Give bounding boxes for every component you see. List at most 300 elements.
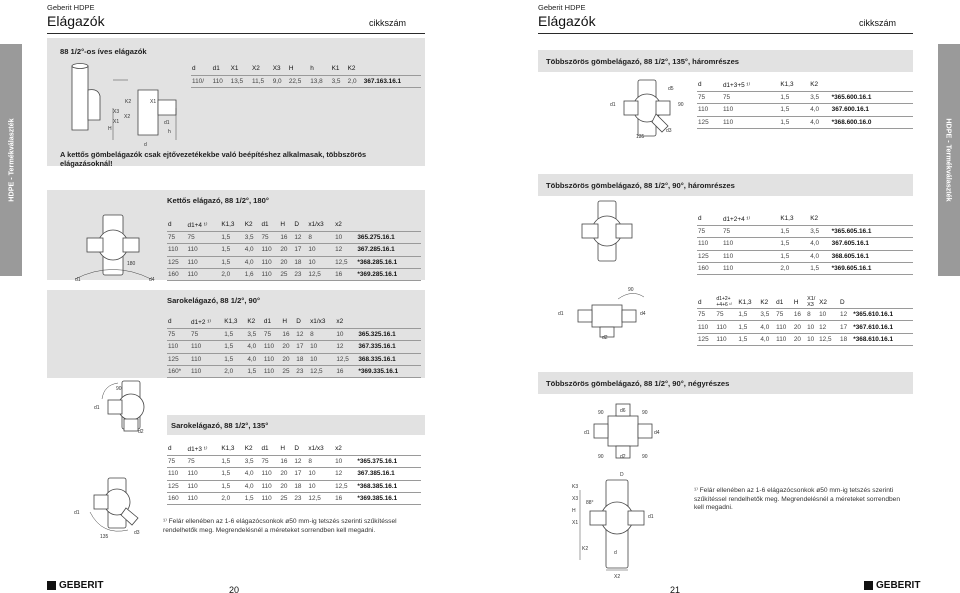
td: 1,5 [779, 104, 809, 116]
svg-text:d1: d1 [164, 120, 170, 126]
svg-text:K2: K2 [125, 99, 132, 105]
td: 17 [293, 468, 307, 480]
th: K1 [331, 63, 347, 75]
td: 10 [309, 353, 335, 365]
td: 1,5 [779, 116, 809, 128]
figure-label: X3 [572, 496, 579, 502]
td: 110 [167, 341, 190, 353]
table-row [697, 321, 913, 333]
th [831, 213, 913, 225]
installation-note: A kettős gömbelágazók csak ejtővezetékekbe való beépítéshez alkalmasak, többszörös elágazásoknál! [60, 150, 367, 168]
td: 12,5 [307, 493, 334, 505]
table-row [697, 263, 913, 275]
td: 18 [293, 480, 307, 492]
td: 160 [167, 493, 187, 505]
table-row [697, 91, 913, 103]
td: 3,5 [244, 455, 261, 467]
section-title: Többszörös gömbelágazó, 88 1/2°, 135°, háromrészes [546, 57, 740, 66]
th: d [697, 213, 722, 225]
td: 2,0 [347, 75, 363, 87]
figure-label: d1 [75, 277, 81, 283]
figure-label: d4 [149, 277, 155, 283]
article-code: 368.605.16.1 [831, 250, 913, 262]
figure-label: 90 [678, 102, 684, 108]
td: 160* [167, 366, 190, 378]
geberit-logo [47, 580, 103, 591]
td: 18 [293, 256, 307, 268]
article-code: 367.163.16.1 [363, 75, 421, 87]
td: 10 [307, 244, 334, 256]
td: 110/ [191, 75, 212, 87]
td: 110 [263, 341, 282, 353]
td: 13,8 [309, 75, 330, 87]
td: 12,5 [335, 353, 357, 365]
td: 20 [279, 468, 293, 480]
side-tab: HDPE - Termékválaszték [0, 44, 22, 276]
right-page [480, 0, 960, 593]
td: 16 [334, 493, 356, 505]
table-row [167, 468, 421, 480]
th: d [167, 443, 187, 455]
figure-label: d4 [654, 430, 660, 436]
article-code: 367.600.16.1 [831, 104, 913, 116]
td: 16 [335, 366, 357, 378]
td: 4,0 [244, 468, 261, 480]
th [356, 443, 421, 455]
figure-label: d6 [620, 408, 626, 414]
th: X3 [272, 63, 288, 75]
td: 25 [279, 269, 293, 281]
td: 110 [261, 468, 280, 480]
td: 3,5 [809, 225, 830, 237]
table-corner-90 [167, 316, 421, 378]
th: D [839, 296, 852, 309]
td: 1,5 [244, 493, 261, 505]
td: 3,5 [246, 328, 263, 340]
td: 125 [167, 480, 187, 492]
td: 10 [307, 468, 334, 480]
article-code: 367.385.16.1 [356, 468, 421, 480]
td: 110 [167, 244, 187, 256]
figure-label: d1 [610, 102, 616, 108]
td: 8 [307, 231, 334, 243]
td: 75 [187, 231, 221, 243]
td: 12 [293, 455, 307, 467]
td: 17 [293, 244, 307, 256]
td: 110 [697, 104, 722, 116]
table-header-row [191, 63, 421, 75]
header-brand: Geberit HDPE [47, 3, 95, 12]
figure-label: d1 [94, 405, 100, 411]
td: 8 [307, 455, 334, 467]
corner-90-drawing [90, 375, 165, 435]
th [356, 219, 421, 231]
td: 2,0 [220, 269, 243, 281]
th: d1+3+5 ¹⁾ [722, 79, 779, 91]
td: 20 [281, 353, 295, 365]
td: 20 [279, 256, 293, 268]
td: 110 [187, 269, 221, 281]
td: 110 [261, 256, 280, 268]
td: 1,5 [220, 455, 243, 467]
td: 110 [261, 244, 280, 256]
th: K1,3 [220, 219, 243, 231]
table-header-row [697, 296, 913, 309]
article-code: 367.285.16.1 [356, 244, 421, 256]
section-title: Többszörös gömbelágazó, 88 1/2°, 90°, háromrészes [546, 181, 735, 190]
table-row [167, 366, 421, 378]
td: 16 [793, 309, 806, 321]
table-row [167, 341, 421, 353]
th [831, 79, 913, 91]
th: d [191, 63, 212, 75]
td: 110 [187, 468, 221, 480]
section-title: Kettős elágazó, 88 1/2°, 180° [167, 196, 269, 205]
td: 160 [697, 263, 722, 275]
table-row [167, 353, 421, 365]
curved-branch-drawing [58, 60, 193, 155]
th: K2 [347, 63, 363, 75]
geberit-logo [864, 580, 920, 591]
th: H [793, 296, 806, 309]
td: 17 [839, 321, 852, 333]
article-code: *368.285.16.1 [356, 256, 421, 268]
td: 75 [697, 225, 722, 237]
td: 4,0 [246, 341, 263, 353]
th: D [295, 316, 309, 328]
td: 1,5 [779, 91, 809, 103]
td: 12 [295, 328, 309, 340]
td: 12 [335, 341, 357, 353]
table-row [697, 116, 913, 128]
td: 16 [281, 328, 295, 340]
td: 110 [715, 333, 737, 345]
figure-label: 90 [116, 386, 122, 392]
td: 1,6 [244, 269, 261, 281]
td: 12 [334, 468, 356, 480]
td: 10 [806, 333, 818, 345]
td: 75 [697, 91, 722, 103]
svg-text:h: h [168, 129, 171, 135]
th: H [279, 219, 293, 231]
th: d [167, 219, 187, 231]
td: 4,0 [809, 104, 830, 116]
header-brand: Geberit HDPE [538, 3, 586, 12]
td: 160 [167, 269, 187, 281]
td: 125 [167, 256, 187, 268]
th: H [288, 63, 309, 75]
td: 12,5 [309, 366, 335, 378]
td: 10 [334, 455, 356, 467]
table-row [167, 269, 421, 281]
corner-135-drawing [72, 470, 162, 542]
figure-label: d1 [584, 430, 590, 436]
td: 1,5 [223, 341, 246, 353]
footnote: ¹⁾ Felár ellenében az 1-6 elágazócsonkok ø50 mm-ig tetszés szerinti szűkítéssel rendelhetők meg. Megrendelésnél a méreteket sorrendben kell megadni. [694, 487, 900, 512]
td: 75 [722, 225, 779, 237]
td: 110 [261, 480, 280, 492]
article-code: *365.610.16.1 [852, 309, 913, 321]
td: 75 [187, 455, 221, 467]
th: K2 [244, 219, 261, 231]
th: d1+2 ¹⁾ [190, 316, 223, 328]
td: 3,5 [809, 91, 830, 103]
th: d [697, 79, 722, 91]
th [363, 63, 421, 75]
td: 125 [167, 353, 190, 365]
td: 10 [307, 480, 334, 492]
td: 110 [187, 493, 221, 505]
td: 23 [293, 493, 307, 505]
table-row [167, 480, 421, 492]
th [357, 316, 421, 328]
table-row [167, 256, 421, 268]
th: D [293, 219, 307, 231]
td: 110 [715, 321, 737, 333]
figure-label: d2 [602, 335, 608, 341]
article-code: *369.385.16.1 [356, 493, 421, 505]
td: 20 [281, 341, 295, 353]
header-cikkszam: cikkszám [859, 18, 897, 28]
th: d1 [261, 219, 280, 231]
td: 1,5 [220, 231, 243, 243]
td: 25 [281, 366, 295, 378]
figure-label: d1 [558, 311, 564, 317]
td: 3,5 [331, 75, 347, 87]
article-code: 367.605.16.1 [831, 238, 913, 250]
th: x2 [334, 443, 356, 455]
th: d1 [263, 316, 282, 328]
th: x1/x3 [307, 219, 334, 231]
td: 23 [295, 366, 309, 378]
table-row [191, 75, 421, 87]
td: 20 [279, 244, 293, 256]
td: 75 [697, 309, 715, 321]
td: 4,0 [759, 321, 775, 333]
td: 2,0 [779, 263, 809, 275]
td: 4,0 [809, 238, 830, 250]
th: X1/ X3 [806, 296, 818, 309]
svg-text:X3: X3 [113, 109, 120, 115]
td: 75 [190, 328, 223, 340]
td: 110 [190, 366, 223, 378]
td: 110 [722, 238, 779, 250]
th: d1+3 ¹⁾ [187, 443, 221, 455]
figure-label: d1 [74, 510, 80, 516]
table-row [697, 333, 913, 345]
td: 75 [261, 455, 280, 467]
td: 1,5 [220, 468, 243, 480]
table-double-branch [167, 219, 421, 281]
th: K2 [809, 213, 830, 225]
th: K1,3 [223, 316, 246, 328]
td: 1,5 [737, 309, 759, 321]
td: 75 [263, 328, 282, 340]
td: 1,5 [779, 238, 809, 250]
td: 110 [697, 238, 722, 250]
td: 1,5 [220, 256, 243, 268]
td: 18 [839, 333, 852, 345]
figure-label: d5 [668, 86, 674, 92]
td: 22,5 [288, 75, 309, 87]
table-header-row [697, 79, 913, 91]
td: 1,5 [246, 366, 263, 378]
td: 110 [212, 75, 230, 87]
th: K1,3 [737, 296, 759, 309]
th: d [697, 296, 715, 309]
th: K2 [759, 296, 775, 309]
figure-label: d4 [640, 311, 646, 317]
article-code: *367.610.16.1 [852, 321, 913, 333]
td: 75 [167, 231, 187, 243]
td: 12 [334, 244, 356, 256]
td: 75 [722, 91, 779, 103]
article-code: 368.335.16.1 [357, 353, 421, 365]
td: 110 [697, 321, 715, 333]
th: K1,3 [779, 79, 809, 91]
table-header-row [167, 316, 421, 328]
th: x1/x3 [309, 316, 335, 328]
section-title: Sarokelágazó, 88 1/2°, 135° [171, 421, 269, 430]
td: 1,5 [779, 250, 809, 262]
td: 110 [263, 366, 282, 378]
td: 18 [295, 353, 309, 365]
figure-label: 135 [100, 534, 109, 540]
td: 75 [715, 309, 737, 321]
article-code: 365.275.16.1 [356, 231, 421, 243]
td: 2,0 [223, 366, 246, 378]
multi-90-three-drawing [548, 195, 668, 343]
article-code: *365.600.16.1 [831, 91, 913, 103]
td: 25 [279, 493, 293, 505]
figure-label: 90 [642, 454, 648, 460]
th: d1 [775, 296, 793, 309]
td: 12 [293, 231, 307, 243]
td: 110 [187, 244, 221, 256]
th: d1+2+ +4+6 ¹⁾ [715, 296, 737, 309]
table-curved-branch [191, 63, 421, 88]
figure-label: 180 [127, 261, 136, 267]
article-code: *369.605.16.1 [831, 263, 913, 275]
table-row [167, 328, 421, 340]
figure-label: X1 [572, 520, 579, 526]
header-cikkszam: cikkszám [369, 18, 407, 28]
article-code: *368.385.16.1 [356, 480, 421, 492]
td: 110 [261, 493, 280, 505]
td: 110 [722, 263, 779, 275]
footnote: ¹⁾ Felár ellenében az 1-6 elágazócsonkok ø50 mm-ig tetszés szerinti szűkítéssel rendelhetők meg. Megrendelésnél a méreteket sorrendben kell megadni. [163, 518, 397, 534]
th: K2 [244, 443, 261, 455]
td: 110 [775, 333, 793, 345]
table-header-row [167, 219, 421, 231]
td: 10 [307, 256, 334, 268]
figure-label: H [572, 508, 576, 514]
td: 1,5 [220, 480, 243, 492]
td: 20 [793, 321, 806, 333]
table-row [167, 244, 421, 256]
td: 12,5 [334, 480, 356, 492]
th: D [293, 443, 307, 455]
td: 125 [697, 333, 715, 345]
td: 10 [335, 328, 357, 340]
td: 12,5 [334, 256, 356, 268]
td: 10 [309, 341, 335, 353]
table-row [167, 231, 421, 243]
td: 12 [839, 309, 852, 321]
td: 1,5 [809, 263, 830, 275]
td: 4,0 [244, 244, 261, 256]
th: K1,3 [220, 443, 243, 455]
td: 12,5 [818, 333, 839, 345]
th: x1/x3 [307, 443, 334, 455]
td: 12,5 [307, 269, 334, 281]
article-code: *369.285.16.1 [356, 269, 421, 281]
td: 110 [261, 269, 280, 281]
td: 75 [167, 455, 187, 467]
article-code: *369.335.16.1 [357, 366, 421, 378]
td: 1,5 [779, 225, 809, 237]
td: 125 [697, 250, 722, 262]
td: 11,5 [251, 75, 272, 87]
figure-label: 90 [598, 410, 604, 416]
td: 1,5 [737, 333, 759, 345]
td: 110 [722, 116, 779, 128]
td: 3,5 [244, 231, 261, 243]
figure-label: 135 [636, 134, 645, 140]
td: 23 [293, 269, 307, 281]
svg-text:d: d [144, 142, 147, 148]
th: H [279, 443, 293, 455]
td: 75 [775, 309, 793, 321]
table-row [697, 225, 913, 237]
td: 20 [279, 480, 293, 492]
multi-135-drawing [608, 78, 698, 140]
figure-label: 90 [628, 287, 634, 293]
th: K2 [246, 316, 263, 328]
table-row [697, 250, 913, 262]
figure-label: X2 [614, 574, 621, 580]
td: 10 [334, 231, 356, 243]
article-code: *368.610.16.1 [852, 333, 913, 345]
svg-text:X2: X2 [124, 114, 131, 120]
td: 110 [187, 256, 221, 268]
td: 9,0 [272, 75, 288, 87]
article-code: 365.325.16.1 [357, 328, 421, 340]
td: 12 [818, 321, 839, 333]
article-code: 367.335.16.1 [357, 341, 421, 353]
table-multi-90-four [697, 296, 913, 346]
td: 10 [806, 321, 818, 333]
td: 1,5 [220, 244, 243, 256]
td: 4,0 [244, 256, 261, 268]
td: 16 [279, 231, 293, 243]
table-row [697, 104, 913, 116]
td: 1,5 [223, 353, 246, 365]
td: 75 [167, 328, 190, 340]
header-rule [47, 33, 425, 34]
th: d [167, 316, 190, 328]
th: h [309, 63, 330, 75]
th: X1 [230, 63, 251, 75]
figure-label: 90 [598, 454, 604, 460]
figure-label: K3 [572, 484, 579, 490]
td: 4,0 [809, 116, 830, 128]
td: 75 [261, 231, 280, 243]
td: 110 [263, 353, 282, 365]
td: 110 [722, 104, 779, 116]
td: 4,0 [244, 480, 261, 492]
td: 110 [187, 480, 221, 492]
